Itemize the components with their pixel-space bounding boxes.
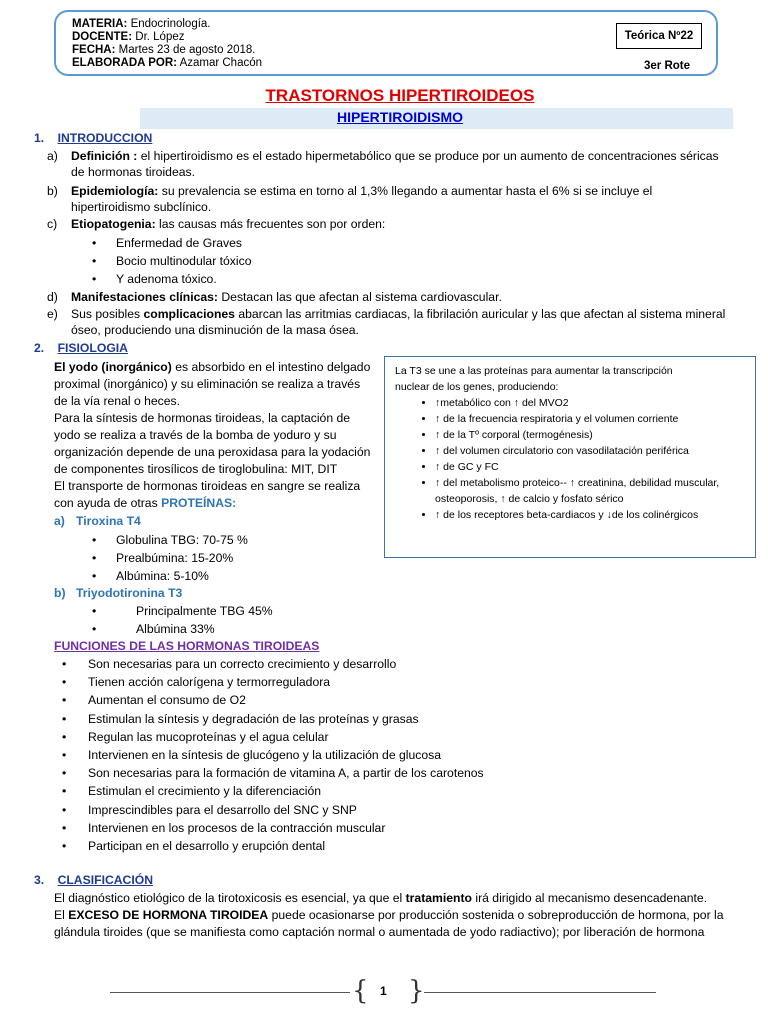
funcion-item <box>62 802 357 819</box>
s2-p2-line2: yodo se realiza a través de la bomba de yoduro y su <box>54 428 337 442</box>
page-title: TRASTORNOS HIPERTIROIDEOS <box>265 86 535 105</box>
elaborada-label: ELABORADA POR: <box>72 57 177 69</box>
section-2-heading <box>34 340 128 357</box>
s1-e-label: e) <box>47 307 58 321</box>
s1-d-line1 <box>71 289 502 306</box>
s1-e-key: complicaciones <box>143 307 235 321</box>
funcion-item-text: Aumentan el consumo de O2 <box>88 693 246 708</box>
s1-a-text: el hipertiroidismo es el estado hipermetabólico que se produce por un aumento de concentraciones séricas <box>140 149 719 163</box>
materia-label: MATERIA: <box>72 18 128 30</box>
page-number: 1 <box>380 984 387 998</box>
s2-p1-line1 <box>54 359 370 376</box>
bullet-icon: • <box>62 657 67 671</box>
s3-line2-text-b: puede ocasionarse por producción sostenida o sobreproducción de hormona, por la <box>271 908 724 922</box>
s1-a-key: Definición : <box>71 149 138 163</box>
s2-p1-key: El yodo (inorgánico) <box>54 360 172 374</box>
funciones-title: FUNCIONES DE LAS HORMONAS TIROIDEAS <box>54 639 320 653</box>
s2-p3-line1: El transporte de hormonas tiroideas en sangre se realiza <box>54 479 361 493</box>
t3-effects-box <box>384 356 756 558</box>
bullet-icon: • <box>62 711 67 726</box>
s1-bullet-2-text: Bocio multinodular tóxico <box>116 254 252 268</box>
rote-label: 3er Rote <box>644 60 691 72</box>
funcion-item-text: Imprescindibles para el desarrollo del SNC y SNP <box>88 802 357 817</box>
s1-e-line2: óseo, produciendo una disminución de la masa ósea. <box>71 323 359 337</box>
s1-b-line2: hipertiroidismo subclínico. <box>71 200 212 214</box>
funcion-item-text: Son necesarias para un correcto crecimiento y desarrollo <box>88 657 397 671</box>
funcion-item <box>62 729 329 746</box>
s2-triyodo: Triyodotironina T3 <box>76 586 183 600</box>
t3-bullet-1-text: Principalmente TBG 45% <box>136 604 273 618</box>
box-effect-item: • ↑ de la Tº corporal (termogénesis) <box>435 427 745 443</box>
t4-bullet-3-text: Albúmina: 5-10% <box>116 569 209 583</box>
teorica-number: Teórica Nº22 <box>616 23 702 49</box>
s3-line1-text-a: El diagnóstico etiológico de la tirotoxicosis es esencial, ya que el <box>54 891 403 905</box>
footer-brace-right: } <box>408 976 425 1006</box>
s1-a-line2: de hormonas tiroideas. <box>71 165 195 179</box>
s1-b-key: Epidemiología: <box>71 184 159 198</box>
funcion-item-text: Regulan las mucoproteínas y el agua celular <box>88 729 329 744</box>
section-1-title: INTRODUCCION <box>57 131 153 145</box>
s2-p2-line1: Para la síntesis de hormonas tiroideas, la captación de <box>54 411 351 425</box>
s1-bullet-1-text: Enfermedad de Graves <box>116 236 243 250</box>
section-3-number: 3. <box>34 873 45 887</box>
box-intro-1: La T3 se une a las proteínas para aumentar la transcripción <box>395 365 673 377</box>
s3-line3: glándula tiroides (que se manifiesta como captación normal o aumentada de yodo radiactivo); por liberación de hormona <box>54 925 705 939</box>
box-effect-item: • ↑ del volumen circulatorio con vasodilatación periférica <box>435 443 745 459</box>
section-3-title: CLASIFICACIÓN <box>57 873 154 887</box>
t3-bullet-2: • Albúmina 33% <box>92 622 215 636</box>
section-1-number: 1. <box>34 131 45 145</box>
header-info <box>72 18 262 70</box>
bullet-icon: • <box>62 802 67 817</box>
section-1-heading <box>34 130 152 147</box>
s3-line2-key: EXCESO DE HORMONA TIROIDEA <box>68 908 269 922</box>
funcion-item <box>62 692 246 709</box>
s1-b-label: b) <box>47 184 58 198</box>
funcion-item-text: Intervienen en la síntesis de glucógeno y la utilización de glucosa <box>88 748 441 762</box>
s3-line2 <box>54 907 724 924</box>
s2-tiroxina-label: a) <box>54 514 65 528</box>
s2-p1-line2: proximal (inorgánico) y su eliminación se realiza a través <box>54 377 361 391</box>
funcion-item-text: Tienen acción calorígena y termorreguladora <box>88 675 331 690</box>
s2-p3-text: con ayuda de otras <box>54 496 158 510</box>
s1-d-text: Destacan las que afectan al sistema cardiovascular. <box>221 290 502 304</box>
box-effect-item: • ↑ de la frecuencia respiratoria y el volumen corriente <box>435 411 745 427</box>
bullet-icon: • <box>62 820 67 835</box>
s1-d-key: Manifestaciones clínicas: <box>71 290 218 304</box>
docente-value: Dr. López <box>135 31 185 43</box>
page-subtitle: HIPERTIROIDISMO <box>336 109 463 125</box>
s2-tiroxina: Tiroxina T4 <box>76 514 141 528</box>
s2-p2-line3: organización depende de una peroxidasa para la yodación <box>54 445 371 459</box>
footer-brace-left: { <box>352 976 369 1006</box>
funcion-item <box>62 765 484 782</box>
s1-a-label: a) <box>47 149 58 163</box>
s1-bullet-3-text: Y adenoma tóxico. <box>116 272 217 286</box>
section-2-title: FISIOLOGIA <box>57 341 128 355</box>
box-effect-item: • ↑metabólico con ↑ del MVO2 <box>435 395 745 411</box>
box-effect-item: • ↑ de GC y FC <box>435 459 745 475</box>
s2-p1-line3: de la vía renal o heces. <box>54 394 181 408</box>
t4-bullet-2-text: Prealbúmina: 15-20% <box>116 551 234 565</box>
s2-p2-line4: de componentes tirosílicos de tiroglobulina: MIT, DIT <box>54 462 338 476</box>
funcion-item <box>62 656 397 673</box>
s1-bullet-2: • Bocio multinodular tóxico <box>92 254 252 268</box>
funcion-item <box>62 783 322 800</box>
t4-bullet-1-text: Globulina TBG: 70-75 % <box>116 533 248 547</box>
section-2-number: 2. <box>34 341 45 355</box>
header-box <box>54 10 718 76</box>
funcion-item <box>62 711 419 728</box>
fecha-label: FECHA: <box>72 44 116 56</box>
bullet-icon: • <box>62 675 67 690</box>
funcion-item-text: Son necesarias para la formación de vitamina A, a partir de los carotenos <box>88 766 484 781</box>
docente-label: DOCENTE: <box>72 31 133 43</box>
bullet-icon: • <box>62 748 67 762</box>
t4-bullet-2: • Prealbúmina: 15-20% <box>92 551 234 565</box>
footer-line-right <box>424 992 656 993</box>
fecha-value: Martes 23 de agosto 2018. <box>118 44 256 56</box>
bullet-icon: • <box>62 784 67 799</box>
funcion-item-text: Estimulan el crecimiento y la diferenciación <box>88 784 322 799</box>
s1-d-label: d) <box>47 290 58 304</box>
t3-bullet-2-text: Albúmina 33% <box>136 622 215 636</box>
t4-bullet-1: • Globulina TBG: 70-75 % <box>92 533 248 547</box>
bullet-icon: • <box>62 766 67 781</box>
elaborada-value: Azamar Chacón <box>179 57 263 69</box>
s1-e-text-a: Sus posibles <box>71 307 141 321</box>
s1-a-line1 <box>71 148 719 165</box>
materia-value: Endocrinología. <box>130 18 211 30</box>
s2-p1-text: es absorbido en el intestino delgado <box>175 360 371 374</box>
box-intro-2: nuclear de los genes, produciendo: <box>395 381 559 393</box>
t4-bullet-3: • Albúmina: 5-10% <box>92 569 209 583</box>
s1-bullet-3: • Y adenoma tóxico. <box>92 272 217 286</box>
box-effect-item: • ↑ de los receptores beta-cardiacos y ↓de los colinérgicos <box>435 507 745 523</box>
s1-bullet-1: • Enfermedad de Graves <box>92 236 243 250</box>
s1-e-text-b: abarcan las arritmias cardiacas, la fibrilación auricular y las que afectan al sistema mineral <box>238 307 726 321</box>
s1-e-line1 <box>71 306 725 323</box>
s1-c-key: Etiopatogenia: <box>71 217 156 231</box>
box-effects-list <box>395 395 745 523</box>
funcion-item-text: Estimulan la síntesis y degradación de las proteínas y grasas <box>88 711 419 726</box>
t3-bullet-1: • Principalmente TBG 45% <box>92 604 273 618</box>
funcion-item <box>62 747 441 764</box>
s2-triyodo-label: b) <box>54 586 66 600</box>
bullet-icon: • <box>62 693 67 708</box>
s3-line1 <box>54 890 707 907</box>
s1-b-line1 <box>71 183 652 200</box>
funcion-item-text: Participan en el desarrollo y erupción dental <box>88 839 326 853</box>
s3-line1-key: tratamiento <box>405 891 472 905</box>
footer-line-left <box>110 992 350 993</box>
s1-b-text: su prevalencia se estima en torno al 1,3% llegando a aumentar hasta el 6% si se incluye el <box>161 184 653 198</box>
s3-line1-text-b: irá dirigido al mecanismo desencadenante. <box>475 891 708 905</box>
s1-c-line1 <box>71 216 385 233</box>
s2-p3-line2 <box>54 495 236 512</box>
funcion-item <box>62 674 331 691</box>
funcion-item <box>62 820 386 837</box>
s3-line2-text-a: El <box>54 908 65 922</box>
s2-p3-proteinas: PROTEÍNAS: <box>161 496 237 510</box>
bullet-icon: • <box>62 729 67 744</box>
box-effect-item: • ↑ del metabolismo proteico-- ↑ creatinina, debilidad muscular, osteoporosis, ↑ de calcio y fosfato sérico <box>435 475 745 507</box>
funcion-item <box>62 838 326 855</box>
s1-c-text: las causas más frecuentes son por orden: <box>159 217 386 231</box>
bullet-icon: • <box>62 839 67 853</box>
section-3-heading <box>34 872 153 889</box>
funcion-item-text: Intervienen en los procesos de la contracción muscular <box>88 820 386 835</box>
s1-c-label: c) <box>47 217 58 231</box>
